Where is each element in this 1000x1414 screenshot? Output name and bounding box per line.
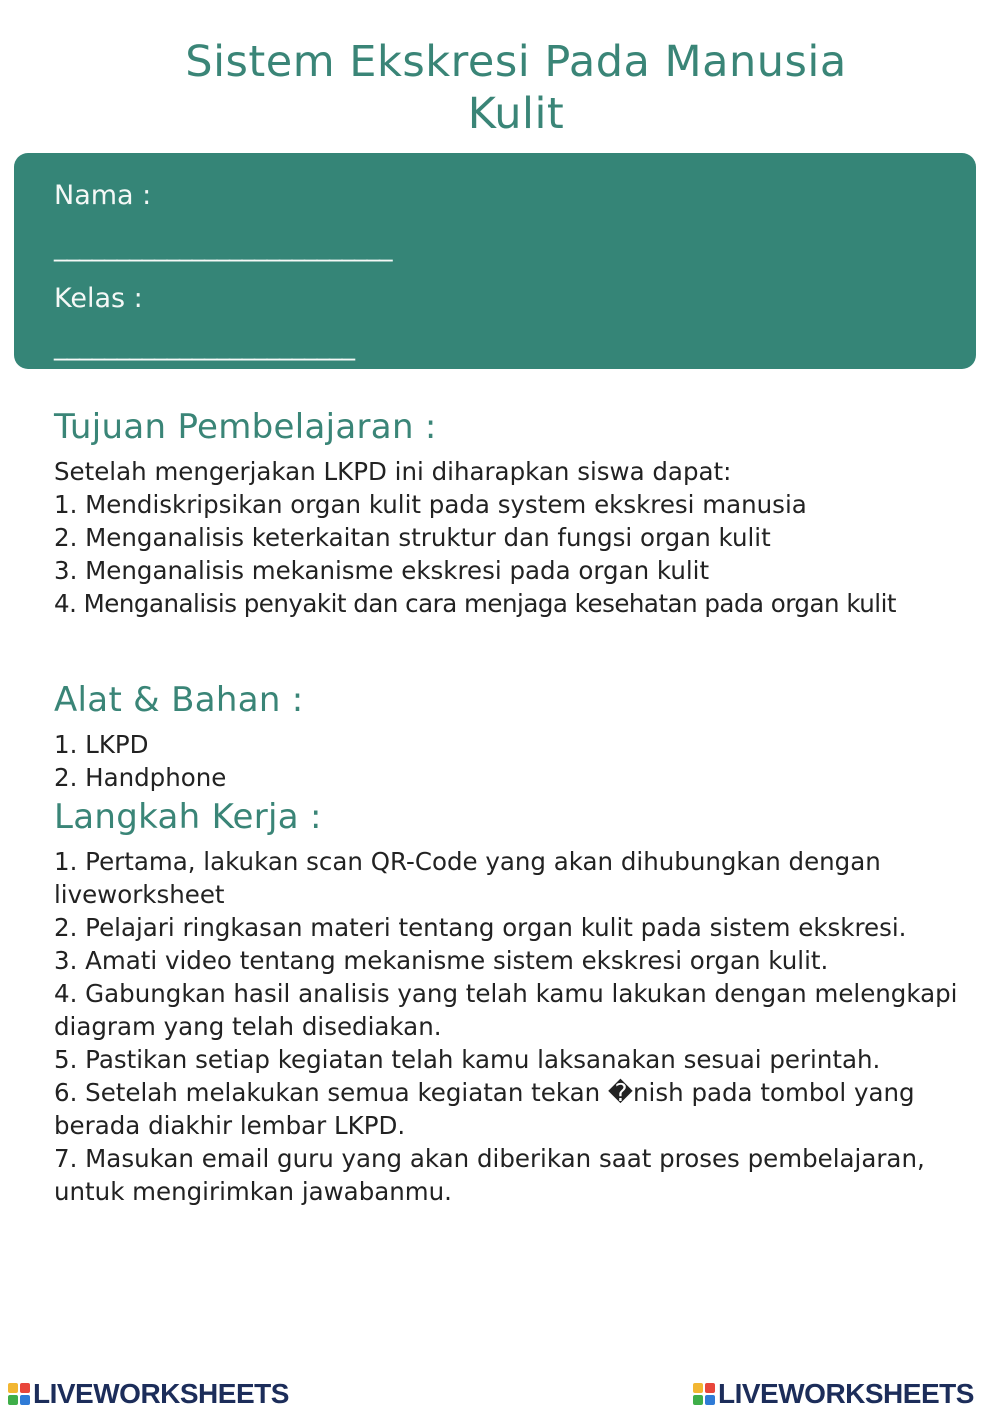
page-title (0, 36, 1000, 140)
liveworksheets-logo-right (693, 1378, 974, 1410)
step-item: 2. Pelajari ringkasan materi tentang organ kulit pada sistem ekskresi. (54, 913, 907, 942)
step-item: 4. Gabungkan hasil analisis yang telah kamu lakukan dengan melengkapi diagram yang telah disediakan. (54, 979, 958, 1041)
logo-square-icon (693, 1383, 703, 1393)
tool-item: 1. LKPD (54, 730, 149, 759)
logo-square-icon (8, 1395, 18, 1405)
title-main: Sistem Ekskresi Pada Manusia (185, 37, 847, 87)
title-sub: Kulit (467, 89, 565, 139)
name-label: Nama : (54, 180, 152, 211)
steps-heading: Langkah Kerja : (54, 797, 322, 837)
step-item: 3. Amati video tentang mekanisme sistem ekskresi organ kulit. (54, 946, 829, 975)
logo-square-icon (705, 1395, 715, 1405)
liveworksheets-logo-icon (8, 1383, 30, 1405)
step-item: 7. Masukan email guru yang akan diberikan saat proses pembelajaran, untuk mengirimkan jawabanmu. (54, 1144, 925, 1206)
logo-square-icon (20, 1383, 30, 1393)
objectives-list (54, 455, 974, 620)
objective-item: 3. Menganalisis mekanisme ekskresi pada organ kulit (54, 556, 710, 585)
name-field[interactable]: ___________________________ (54, 231, 392, 262)
class-field[interactable]: ________________________ (54, 330, 354, 361)
logo-square-icon (705, 1383, 715, 1393)
step-item: 6. Setelah melakukan semua kegiatan tekan �nish pada tombol yang berada diakhir lembar LKPD. (54, 1078, 915, 1140)
logo-square-icon (693, 1395, 703, 1405)
student-info-card (14, 153, 976, 369)
class-label: Kelas : (54, 283, 143, 314)
logo-square-icon (20, 1395, 30, 1405)
logo-square-icon (8, 1383, 18, 1393)
steps-list (54, 845, 959, 1208)
step-item: 1. Pertama, lakukan scan QR-Code yang akan dihubungkan dengan liveworksheet (54, 847, 881, 909)
tool-item: 2. Handphone (54, 763, 227, 792)
liveworksheets-logo-left (8, 1378, 289, 1410)
objective-item: 2. Menganalisis keterkaitan struktur dan fungsi organ kulit (54, 523, 771, 552)
tools-heading: Alat & Bahan : (54, 680, 304, 720)
step-item: 5. Pastikan setiap kegiatan telah kamu laksanakan sesuai perintah. (54, 1045, 881, 1074)
objective-item: 1. Mendiskripsikan organ kulit pada system ekskresi manusia (54, 490, 807, 519)
tools-list (54, 728, 954, 794)
objectives-intro: Setelah mengerjakan LKPD ini diharapkan siswa dapat: (54, 457, 732, 486)
objective-item: 4. Menganalisis penyakit dan cara menjaga kesehatan pada organ kulit (54, 589, 896, 618)
objectives-heading: Tujuan Pembelajaran : (54, 407, 437, 447)
brand-text: LIVEWORKSHEETS (718, 1378, 974, 1409)
brand-text: LIVEWORKSHEETS (33, 1378, 289, 1409)
liveworksheets-logo-icon (693, 1383, 715, 1405)
